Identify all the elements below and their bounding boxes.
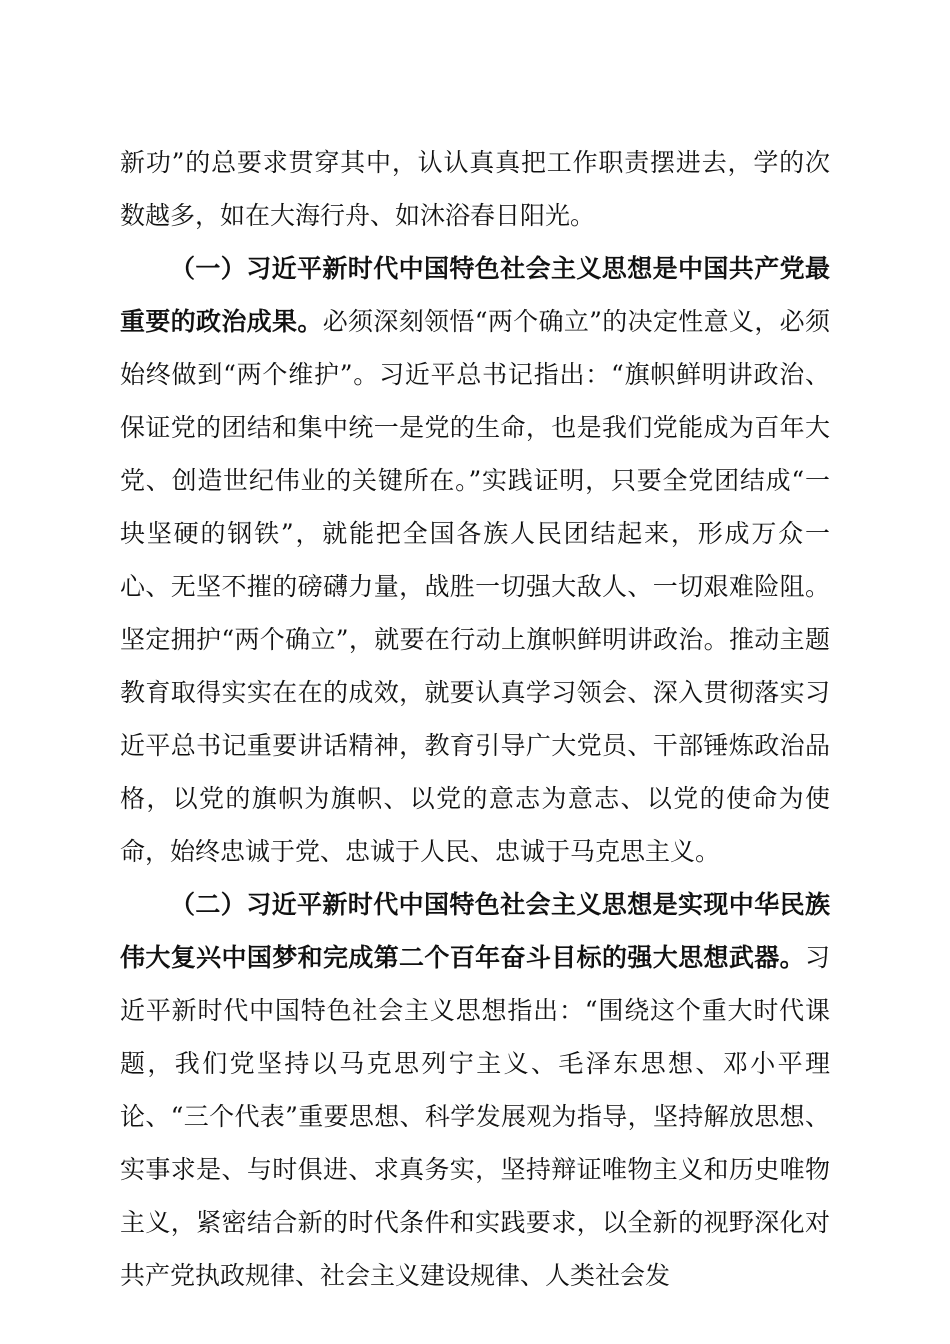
paragraph-section-two	[120, 878, 830, 1302]
document-page	[120, 136, 830, 1302]
paragraph-continuation: 新功”的总要求贯穿其中，认认真真把工作职责摆进去，学的次数越多，如在大海行舟、如沐浴春日阳光。	[120, 148, 830, 230]
section-two-heading: （二）习近平新时代中国特色社会主义思想是实现中华民族伟大复兴中国梦和完成第二个百年奋斗目标的强大思想武器。	[120, 890, 830, 972]
section-two-body: 习近平新时代中国特色社会主义思想指出：“围绕这个重大时代课题，我们党坚持以马克思列宁主义、毛泽东思想、邓小平理论、“三个代表”重要思想、科学发展观为指导，坚持解放思想、实事求是、与时俱进、求真务实，坚持辩证唯物主义和历史唯物主义，紧密结合新的时代条件和实践要求，以全新的视野深化对共产党执政规律、社会主义建设规律、人类社会发	[120, 943, 830, 1290]
section-one-body: 必须深刻领悟“两个确立”的决定性意义，必须始终做到“两个维护”。习近平总书记指出：“旗帜鲜明讲政治、保证党的团结和集中统一是党的生命，也是我们党能成为百年大党、创造世纪伟业的关键所在。”实践证明，只要全党团结成“一块坚硬的钢铁”，就能把全国各族人民团结起来，形成万众一心、无坚不摧的磅礴力量，战胜一切强大敌人、一切艰难险阻。坚定拥护“两个确立”，就要在行动上旗帜鲜明讲政治。推动主题教育取得实实在在的成效，就要认真学习领会、深入贯彻落实习近平总书记重要讲话精神，教育引导广大党员、干部锤炼政治品格，以党的旗帜为旗帜、以党的意志为意志、以党的使命为使命，始终忠诚于党、忠诚于人民、忠诚于马克思主义。	[120, 307, 830, 866]
paragraph-section-one	[120, 242, 830, 878]
section-one-heading: （一）习近平新时代中国特色社会主义思想是中国共产党最重要的政治成果。	[120, 254, 830, 336]
